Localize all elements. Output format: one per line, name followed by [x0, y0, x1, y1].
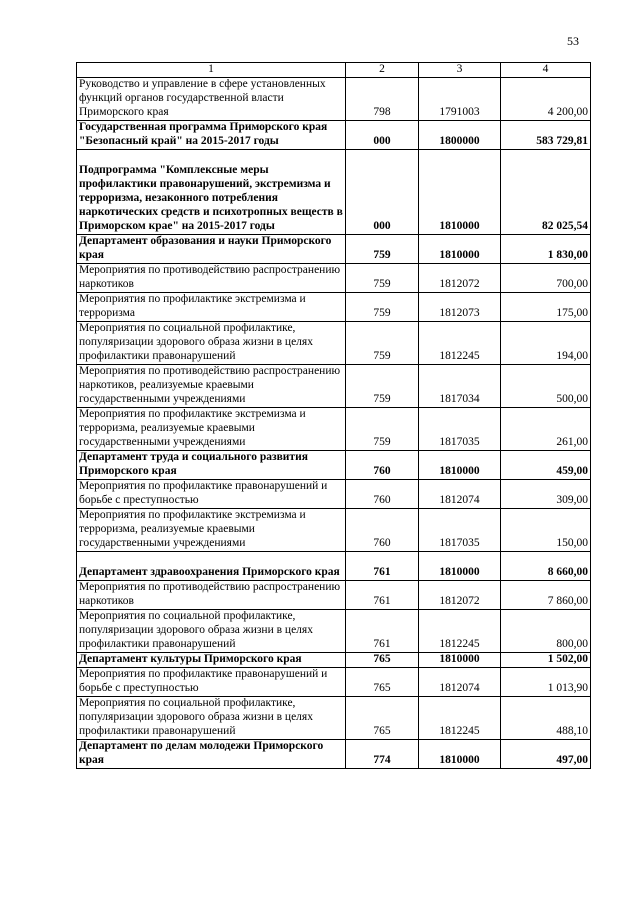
table-row — [77, 77, 591, 120]
row-amount-cell: 1 502,00 — [501, 652, 591, 667]
row-amount-cell: 8 660,00 — [501, 551, 591, 580]
row-target-code-cell: 1817034 — [419, 364, 501, 407]
row-amount-cell: 309,00 — [501, 479, 591, 508]
row-department-code-cell: 760 — [346, 479, 419, 508]
table-row-section — [77, 149, 591, 234]
row-department-code-cell: 774 — [346, 739, 419, 768]
table-row-section — [77, 450, 591, 479]
row-name-cell: Мероприятия по профилактике экстремизма и терроризма, реализуемые краевыми государственными учреждениями — [77, 508, 346, 551]
table-row — [77, 696, 591, 739]
row-department-code-cell: 798 — [346, 77, 419, 120]
row-target-code-cell: 1812074 — [419, 479, 501, 508]
row-target-code-cell: 1791003 — [419, 77, 501, 120]
row-name-cell: Государственная программа Приморского края "Безопасный край" на 2015-2017 годы — [77, 120, 346, 149]
row-department-code-cell: 761 — [346, 551, 419, 580]
table-row — [77, 580, 591, 609]
column-number-row — [77, 63, 591, 78]
row-target-code-cell: 1800000 — [419, 120, 501, 149]
row-amount-cell: 194,00 — [501, 321, 591, 364]
row-target-code-cell: 1810000 — [419, 450, 501, 479]
column-number-4: 4 — [501, 63, 591, 78]
table-row-section — [77, 739, 591, 768]
row-department-code-cell: 759 — [346, 234, 419, 263]
row-target-code-cell: 1812073 — [419, 292, 501, 321]
table-row — [77, 508, 591, 551]
table-row — [77, 609, 591, 652]
row-name-cell: Мероприятия по профилактике правонарушений и борьбе с преступностью — [77, 479, 346, 508]
row-department-code-cell: 760 — [346, 508, 419, 551]
row-name-cell: Мероприятия по профилактике экстремизма и терроризма — [77, 292, 346, 321]
row-amount-cell: 800,00 — [501, 609, 591, 652]
column-number-2: 2 — [346, 63, 419, 78]
row-name-cell: Подпрограмма "Комплексные меры профилактики правонарушений, экстремизма и терроризма, незаконного потребления наркотических средств и психотропных веществ в Приморском крае" на 2015-2017 годы — [77, 149, 346, 234]
row-name-cell: Департамент здравоохранения Приморского края — [77, 551, 346, 580]
table-row — [77, 321, 591, 364]
table-row — [77, 364, 591, 407]
row-amount-cell: 700,00 — [501, 263, 591, 292]
row-target-code-cell: 1812245 — [419, 321, 501, 364]
row-name-cell: Мероприятия по профилактике экстремизма и терроризма, реализуемые краевыми государственными учреждениями — [77, 407, 346, 450]
row-amount-cell: 4 200,00 — [501, 77, 591, 120]
row-name-cell: Мероприятия по социальной профилактике, популяризации здорового образа жизни в целях профилактики правонарушений — [77, 696, 346, 739]
row-target-code-cell: 1817035 — [419, 508, 501, 551]
row-department-code-cell: 760 — [346, 450, 419, 479]
row-amount-cell: 175,00 — [501, 292, 591, 321]
table-row — [77, 263, 591, 292]
page-number: 53 — [567, 34, 579, 48]
row-amount-cell: 1 830,00 — [501, 234, 591, 263]
row-amount-cell: 497,00 — [501, 739, 591, 768]
row-target-code-cell: 1810000 — [419, 149, 501, 234]
row-target-code-cell: 1812245 — [419, 609, 501, 652]
row-name-cell: Департамент культуры Приморского края — [77, 652, 346, 667]
row-name-cell: Руководство и управление в сфере установленных функций органов государственной власти Приморского края — [77, 77, 346, 120]
row-department-code-cell: 765 — [346, 667, 419, 696]
row-name-cell: Мероприятия по социальной профилактике, популяризации здорового образа жизни в целях профилактики правонарушений — [77, 321, 346, 364]
row-department-code-cell: 759 — [346, 263, 419, 292]
row-department-code-cell: 000 — [346, 120, 419, 149]
row-amount-cell: 7 860,00 — [501, 580, 591, 609]
row-department-code-cell: 765 — [346, 652, 419, 667]
row-department-code-cell: 761 — [346, 609, 419, 652]
row-department-code-cell: 759 — [346, 292, 419, 321]
row-target-code-cell: 1812072 — [419, 263, 501, 292]
budget-table-body — [77, 63, 591, 769]
row-amount-cell: 488,10 — [501, 696, 591, 739]
row-department-code-cell: 765 — [346, 696, 419, 739]
row-amount-cell: 459,00 — [501, 450, 591, 479]
row-target-code-cell: 1812072 — [419, 580, 501, 609]
row-amount-cell: 261,00 — [501, 407, 591, 450]
row-target-code-cell: 1810000 — [419, 551, 501, 580]
row-amount-cell: 1 013,90 — [501, 667, 591, 696]
row-name-cell: Мероприятия по противодействию распространению наркотиков, реализуемые краевыми государственными учреждениями — [77, 364, 346, 407]
row-name-cell: Департамент образования и науки Приморского края — [77, 234, 346, 263]
row-name-cell: Мероприятия по профилактике правонарушений и борьбе с преступностью — [77, 667, 346, 696]
row-target-code-cell: 1810000 — [419, 234, 501, 263]
table-row-section — [77, 652, 591, 667]
row-amount-cell: 82 025,54 — [501, 149, 591, 234]
column-number-1: 1 — [77, 63, 346, 78]
row-department-code-cell: 759 — [346, 407, 419, 450]
row-name-cell: Мероприятия по противодействию распространению наркотиков — [77, 263, 346, 292]
row-target-code-cell: 1812074 — [419, 667, 501, 696]
table-row-section — [77, 551, 591, 580]
row-department-code-cell: 759 — [346, 321, 419, 364]
row-target-code-cell: 1817035 — [419, 407, 501, 450]
row-name-cell: Мероприятия по социальной профилактике, популяризации здорового образа жизни в целях профилактики правонарушений — [77, 609, 346, 652]
row-amount-cell: 583 729,81 — [501, 120, 591, 149]
table-row — [77, 407, 591, 450]
row-name-cell: Департамент труда и социального развития Приморского края — [77, 450, 346, 479]
row-department-code-cell: 000 — [346, 149, 419, 234]
table-row-section — [77, 120, 591, 149]
row-target-code-cell: 1810000 — [419, 739, 501, 768]
row-department-code-cell: 761 — [346, 580, 419, 609]
table-row — [77, 479, 591, 508]
table-row — [77, 292, 591, 321]
table-row-section — [77, 234, 591, 263]
row-name-cell: Департамент по делам молодежи Приморского края — [77, 739, 346, 768]
column-number-3: 3 — [419, 63, 501, 78]
row-target-code-cell: 1812245 — [419, 696, 501, 739]
table-row — [77, 667, 591, 696]
row-department-code-cell: 759 — [346, 364, 419, 407]
budget-table — [76, 62, 591, 769]
row-target-code-cell: 1810000 — [419, 652, 501, 667]
row-name-cell: Мероприятия по противодействию распространению наркотиков — [77, 580, 346, 609]
row-amount-cell: 500,00 — [501, 364, 591, 407]
row-amount-cell: 150,00 — [501, 508, 591, 551]
